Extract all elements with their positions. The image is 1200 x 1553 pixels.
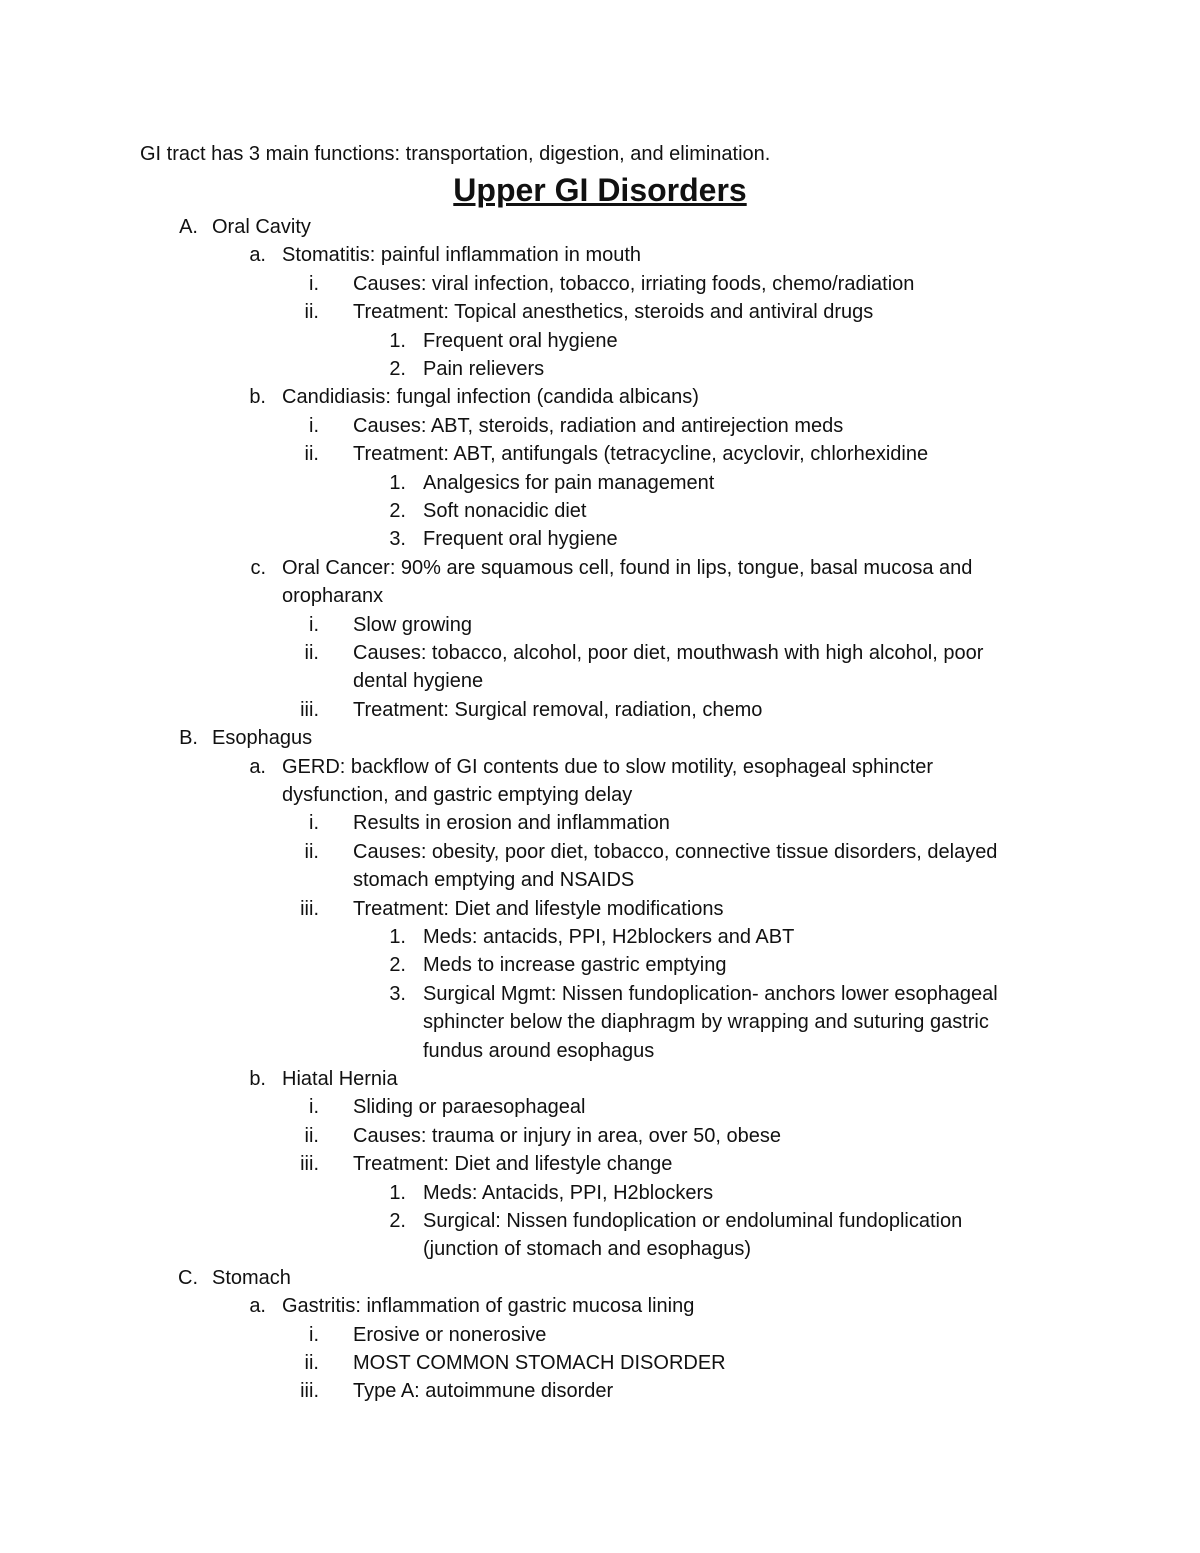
- list-item-text: sphincter below the diaphragm by wrapping and suturing gastric: [423, 1011, 989, 1034]
- list-item-text: Causes: ABT, steroids, radiation and antirejection meds: [353, 414, 844, 437]
- list-marker: iii.: [300, 1380, 319, 1403]
- list-marker: i.: [309, 272, 319, 295]
- list-item-text: Candidiasis: fungal infection (candida albicans): [282, 386, 699, 409]
- intro-text: GI tract has 3 main functions: transportation, digestion, and elimination.: [140, 143, 771, 165]
- list-marker: ii.: [304, 642, 319, 664]
- list-item-text: Slow growing: [353, 613, 472, 636]
- list-item-text: Results in erosion and inflammation: [353, 812, 670, 835]
- list-item-text: Gastritis: inflammation of gastric mucosa lining: [282, 1295, 695, 1318]
- list-marker: i.: [309, 1096, 319, 1119]
- list-marker: b.: [249, 386, 266, 409]
- list-item-text: Treatment: Diet and lifestyle modifications: [353, 897, 724, 920]
- list-item-text: Causes: tobacco, alcohol, poor diet, mouthwash with high alcohol, poor: [353, 642, 984, 664]
- list-item-text: Oral Cavity: [212, 216, 311, 238]
- list-marker: 2.: [389, 500, 406, 522]
- list-item-text: GERD: backflow of GI contents due to slow motility, esophageal sphincter: [282, 755, 934, 778]
- list-item-text: oropharanx: [282, 585, 384, 608]
- list-marker: 1.: [389, 1181, 406, 1204]
- list-item-text: Causes: obesity, poor diet, tobacco, connective tissue disorders, delayed: [353, 840, 998, 863]
- list-item-text: dysfunction, and gastric emptying delay: [282, 784, 633, 806]
- list-item-text: Surgical: Nissen fundoplication or endoluminal fundoplication: [423, 1210, 963, 1232]
- list-item-text: Sliding or paraesophageal: [353, 1096, 586, 1119]
- list-item-text: Treatment: Diet and lifestyle change: [353, 1153, 673, 1176]
- list-item-text: Erosive or nonerosive: [353, 1323, 547, 1346]
- list-marker: 1.: [389, 471, 406, 494]
- list-item-text: Treatment: ABT, antifungals (tetracycline, acyclovir, chlorhexidine: [353, 443, 929, 466]
- list-marker: i.: [309, 414, 319, 437]
- list-item-text: Causes: viral infection, tobacco, irriating foods, chemo/radiation: [353, 272, 915, 295]
- list-marker: ii.: [304, 840, 319, 863]
- list-marker: i.: [309, 812, 319, 835]
- list-marker: i.: [309, 1323, 319, 1346]
- list-item-text: Meds: antacids, PPI, H2blockers and ABT: [423, 926, 795, 948]
- list-marker: iii.: [300, 897, 319, 920]
- list-item-text: Meds: Antacids, PPI, H2blockers: [423, 1181, 714, 1204]
- list-item-text: Soft nonacidic diet: [423, 500, 587, 522]
- list-item-text: Oral Cancer: 90% are squamous cell, found in lips, tongue, basal mucosa and: [282, 556, 973, 579]
- list-marker: b.: [249, 1068, 266, 1090]
- list-item-text: fundus around esophagus: [423, 1039, 655, 1062]
- list-marker: a.: [249, 755, 266, 778]
- list-marker: ii.: [304, 1124, 319, 1147]
- list-item-text: Treatment: Topical anesthetics, steroids and antiviral drugs: [353, 301, 874, 324]
- list-item-text: Causes: trauma or injury in area, over 50, obese: [353, 1124, 781, 1147]
- list-marker: a.: [249, 1295, 266, 1318]
- list-item-text: Esophagus: [212, 727, 313, 750]
- list-marker: 3.: [389, 982, 406, 1005]
- list-marker: ii.: [304, 301, 319, 324]
- list-marker: 1.: [389, 926, 406, 948]
- page-title: Upper GI Disorders: [453, 172, 747, 208]
- list-marker: ii.: [304, 443, 319, 466]
- list-item-text: Type A: autoimmune disorder: [353, 1380, 614, 1403]
- list-marker: 2.: [389, 954, 406, 977]
- list-item-text: Surgical Mgmt: Nissen fundoplication- anchors lower esophageal: [423, 982, 998, 1005]
- list-item-text: Frequent oral hygiene: [423, 528, 618, 551]
- list-item-text: Treatment: Surgical removal, radiation, chemo: [353, 698, 763, 721]
- list-item-text: Stomach: [212, 1266, 291, 1289]
- list-marker: iii.: [300, 698, 319, 721]
- list-marker: 2.: [389, 1210, 406, 1232]
- list-marker: ii.: [304, 1352, 319, 1374]
- list-marker: i.: [309, 613, 319, 636]
- list-item-text: Pain relievers: [423, 358, 545, 380]
- list-item-text: Frequent oral hygiene: [423, 329, 618, 352]
- list-item-text: Stomatitis: painful inflammation in mouth: [282, 244, 642, 267]
- list-item-text: dental hygiene: [353, 670, 484, 693]
- list-item-text: Hiatal Hernia: [282, 1068, 398, 1090]
- list-marker: A.: [179, 216, 198, 238]
- list-marker: C.: [178, 1266, 198, 1289]
- list-marker: c.: [250, 556, 266, 579]
- list-item-text: MOST COMMON STOMACH DISORDER: [353, 1352, 726, 1374]
- list-item-text: stomach emptying and NSAIDS: [353, 869, 635, 892]
- list-marker: 1.: [389, 329, 406, 352]
- list-item-text: Analgesics for pain management: [423, 471, 715, 494]
- list-marker: 2.: [389, 358, 406, 380]
- list-item-text: (junction of stomach and esophagus): [423, 1238, 751, 1261]
- list-marker: a.: [249, 244, 266, 267]
- list-item-text: Meds to increase gastric emptying: [423, 954, 727, 977]
- list-marker: B.: [179, 727, 198, 750]
- list-marker: 3.: [389, 528, 406, 551]
- list-marker: iii.: [300, 1153, 319, 1176]
